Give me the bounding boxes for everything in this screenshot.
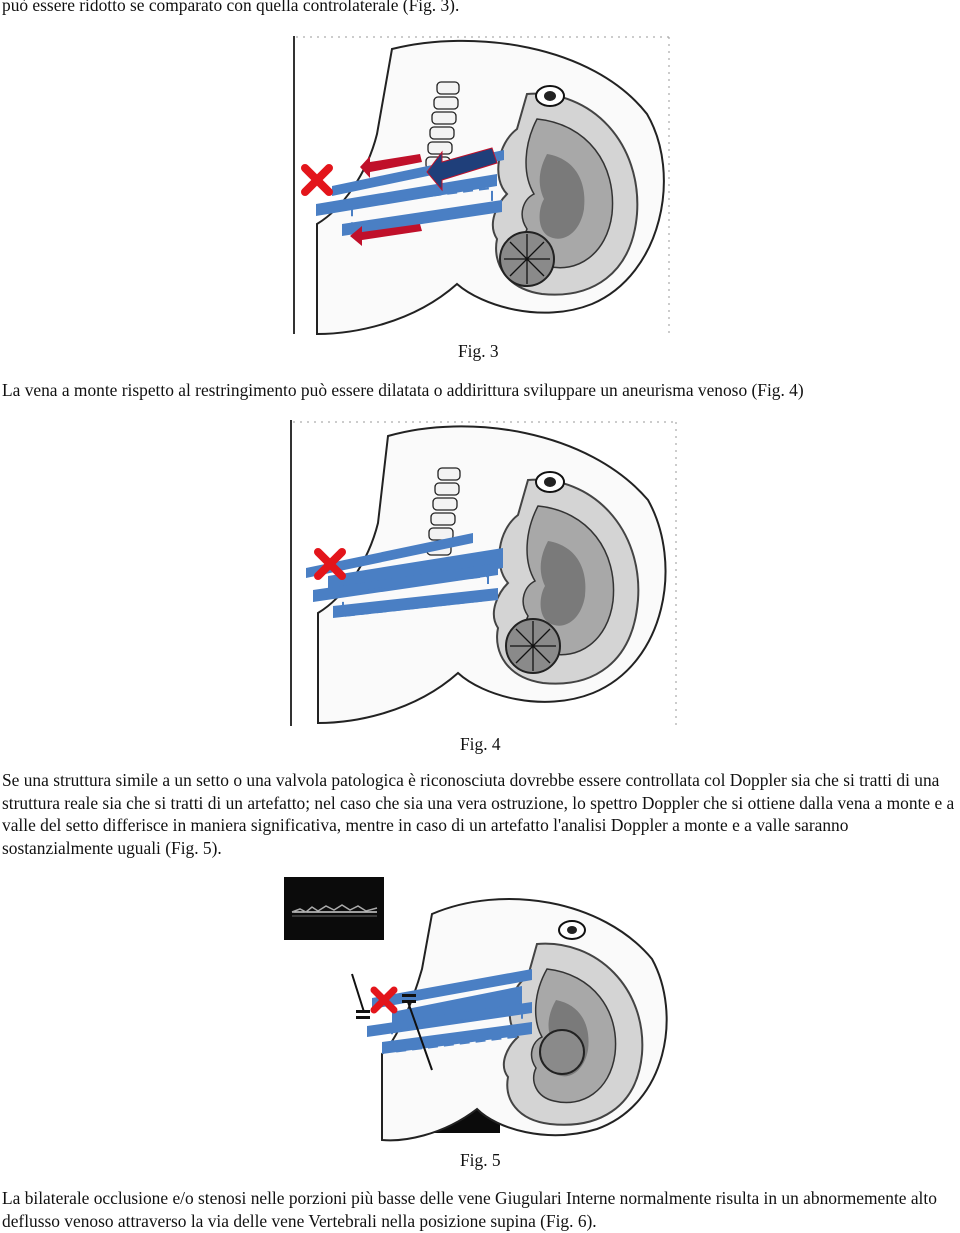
figure-3-caption: Fig. 3 xyxy=(458,341,499,361)
intro-line: può essere ridotto se comparato con quella controlaterale (Fig. 3). xyxy=(2,0,460,15)
figure-5-caption: Fig. 5 xyxy=(460,1150,501,1170)
figure-4-illustration xyxy=(288,418,680,728)
figure-3-illustration xyxy=(292,34,672,336)
paragraph-fig4: La vena a monte rispetto al restringimento può essere dilatata o addirittura sviluppare un aneurisma venoso (Fig. 4) xyxy=(2,380,804,400)
paragraph-fig6: La bilaterale occlusione e/o stenosi nelle porzioni più basse delle vene Giugulari Interne normalmente risulta in un abnormemente alto deflusso venoso attraverso la via delle vene Vertebrali nella posizione supina (Fig. 6). xyxy=(2,1188,937,1231)
paragraph-fig5: Se una struttura simile a un setto o una valvola patologica è riconosciuta dovrebbe essere controllata col Doppler sia che si tratti di una struttura reale sia che si tratti di un artefatto; nel caso che sia una vera ostruzione, lo spettro Doppler che si ottiene dalla vena a monte e a valle del setto differisce in maniera significativa, mentre in caso di un artefatto l'analisi Doppler a monte e a valle saranno sostanzialmente uguali (Fig. 5). xyxy=(2,770,955,858)
figure-4-caption: Fig. 4 xyxy=(460,734,501,754)
figure-5-illustration xyxy=(282,874,682,1142)
